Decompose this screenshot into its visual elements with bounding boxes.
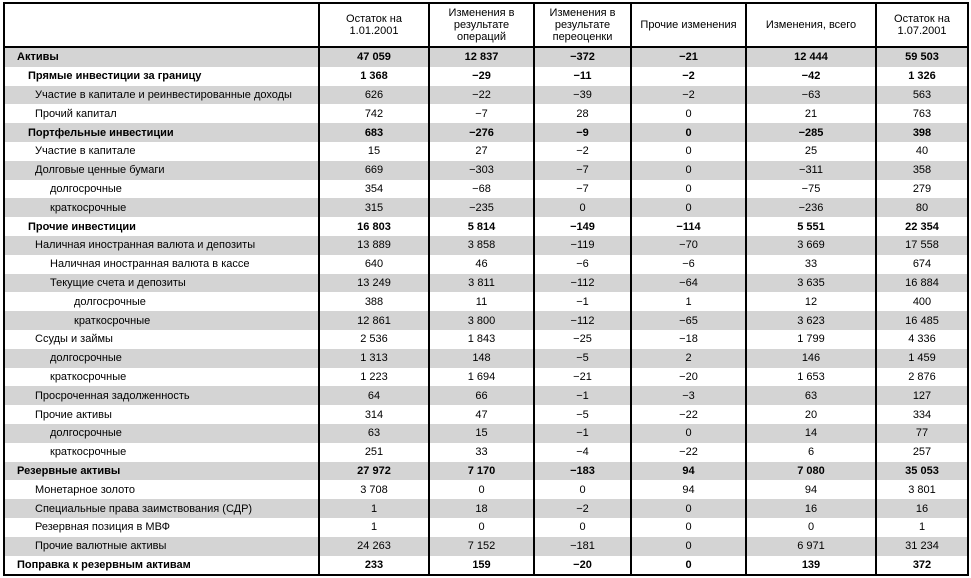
cell-value: −7 (429, 104, 534, 123)
cell-value: 0 (429, 518, 534, 537)
cell-value: 24 263 (319, 537, 429, 556)
cell-value: −235 (429, 198, 534, 217)
cell-value: 398 (876, 123, 968, 142)
cell-value: 640 (319, 255, 429, 274)
cell-value: 148 (429, 349, 534, 368)
corner-header-cell (4, 3, 319, 47)
cell-value: −5 (534, 405, 631, 424)
cell-value: 358 (876, 161, 968, 180)
row-label: Прочие активы (35, 408, 112, 421)
cell-value: 12 837 (429, 47, 534, 67)
cell-value: 3 811 (429, 274, 534, 293)
cell-value: −2 (534, 142, 631, 161)
cell-value: −119 (534, 236, 631, 255)
row-label: Портфельные инвестиции (4, 123, 319, 142)
cell-value: 3 708 (319, 480, 429, 499)
table-row (4, 499, 968, 518)
row-label: Участие в капитале и реинвестированные доходы (4, 86, 319, 105)
row-label: Просроченная задолженность (4, 386, 319, 405)
cell-value: −372 (534, 47, 631, 67)
cell-value: 1 326 (876, 67, 968, 86)
row-label: Участие в капитале (35, 145, 136, 158)
table-row (4, 462, 968, 481)
row-label: Прочие валютные активы (4, 537, 319, 556)
table-row (4, 537, 968, 556)
cell-value: 251 (319, 443, 429, 462)
cell-value: 16 803 (319, 217, 429, 236)
column-header: Остаток на 1.01.2001 (319, 3, 429, 47)
cell-value: 63 (746, 386, 876, 405)
cell-value: 0 (429, 480, 534, 499)
cell-value: −1 (534, 386, 631, 405)
table-row (4, 330, 968, 349)
cell-value: 12 444 (746, 47, 876, 67)
cell-value: 22 354 (876, 217, 968, 236)
cell-value: −18 (631, 330, 746, 349)
row-label: долгосрочные (4, 424, 319, 443)
cell-value: −2 (631, 67, 746, 86)
row-label: Специальные права заимствования (СДР) (4, 499, 319, 518)
row-label: Прочие инвестиции (28, 220, 136, 233)
table-row (4, 198, 968, 217)
cell-value: 3 669 (746, 236, 876, 255)
cell-value: 5 551 (746, 217, 876, 236)
row-label: Резервные активы (4, 462, 319, 481)
table-row (4, 123, 968, 142)
cell-value: 0 (631, 142, 746, 161)
cell-value: −3 (631, 386, 746, 405)
cell-value: 0 (631, 104, 746, 123)
cell-value: 15 (319, 142, 429, 161)
cell-value: 0 (746, 518, 876, 537)
cell-value: −65 (631, 311, 746, 330)
cell-value: 63 (319, 424, 429, 443)
cell-value: 16 884 (876, 274, 968, 293)
cell-value: −1 (534, 292, 631, 311)
cell-value: 80 (876, 198, 968, 217)
cell-value: 0 (631, 556, 746, 576)
cell-value: 15 (429, 424, 534, 443)
cell-value: 28 (534, 104, 631, 123)
row-label: Монетарное золото (35, 483, 135, 496)
cell-value: 257 (876, 443, 968, 462)
table-row (4, 180, 968, 199)
cell-value: −42 (746, 67, 876, 86)
cell-value: 1 694 (429, 368, 534, 387)
table-row (4, 405, 968, 424)
cell-value: −75 (746, 180, 876, 199)
row-label: Долговые ценные бумаги (4, 161, 319, 180)
table-row (4, 443, 968, 462)
cell-value: −7 (534, 180, 631, 199)
cell-value: −2 (631, 86, 746, 105)
table-row (4, 236, 968, 255)
cell-value: 354 (319, 180, 429, 199)
cell-value: 13 249 (319, 274, 429, 293)
cell-value: −5 (534, 349, 631, 368)
cell-value: −285 (746, 123, 876, 142)
cell-value: 16 (876, 499, 968, 518)
cell-value: 0 (631, 424, 746, 443)
cell-value: −39 (534, 86, 631, 105)
column-header: Прочие изменения (631, 3, 746, 47)
cell-value: 669 (319, 161, 429, 180)
cell-value: 7 080 (746, 462, 876, 481)
cell-value: −6 (631, 255, 746, 274)
cell-value: 1 (876, 518, 968, 537)
row-label: Ссуды и займы (35, 333, 113, 346)
cell-value: 77 (876, 424, 968, 443)
cell-value: 1 (631, 292, 746, 311)
row-label: краткосрочные (50, 370, 127, 383)
cell-value: −29 (429, 67, 534, 86)
cell-value: 12 861 (319, 311, 429, 330)
table-row (4, 104, 968, 123)
table-row (4, 274, 968, 293)
cell-value: 35 053 (876, 462, 968, 481)
cell-value: 0 (534, 198, 631, 217)
column-header: Изменения в результате переоценки (534, 3, 631, 47)
table-body (4, 47, 968, 575)
cell-value: −236 (746, 198, 876, 217)
cell-value: −181 (534, 537, 631, 556)
table-row (4, 368, 968, 387)
table-row (4, 518, 968, 537)
cell-value: 64 (319, 386, 429, 405)
cell-value: 47 059 (319, 47, 429, 67)
cell-value: −9 (534, 123, 631, 142)
cell-value: 1 (319, 499, 429, 518)
table-row (4, 217, 968, 236)
cell-value: 46 (429, 255, 534, 274)
table-row (4, 311, 968, 330)
cell-value: −22 (631, 443, 746, 462)
header-row (4, 3, 968, 47)
cell-value: 626 (319, 86, 429, 105)
cell-value: −1 (534, 424, 631, 443)
cell-value: 66 (429, 386, 534, 405)
cell-value: 3 801 (876, 480, 968, 499)
cell-value: 4 336 (876, 330, 968, 349)
table-row (4, 47, 968, 67)
cell-value: 20 (746, 405, 876, 424)
table-row (4, 142, 968, 161)
cell-value: 47 (429, 405, 534, 424)
cell-value: −276 (429, 123, 534, 142)
column-header: Изменения в результате операций (429, 3, 534, 47)
cell-value: 159 (429, 556, 534, 576)
column-header: Изменения, всего (746, 3, 876, 47)
cell-value: 94 (631, 480, 746, 499)
cell-value: 7 170 (429, 462, 534, 481)
cell-value: −64 (631, 274, 746, 293)
cell-value: 1 843 (429, 330, 534, 349)
row-label: краткосрочные (4, 311, 319, 330)
cell-value: 0 (631, 518, 746, 537)
cell-value: −112 (534, 311, 631, 330)
cell-value: 763 (876, 104, 968, 123)
cell-value: −303 (429, 161, 534, 180)
cell-value: 31 234 (876, 537, 968, 556)
cell-value: −21 (631, 47, 746, 67)
cell-value: 683 (319, 123, 429, 142)
cell-value: −6 (534, 255, 631, 274)
cell-value: −22 (429, 86, 534, 105)
cell-value: 16 485 (876, 311, 968, 330)
table-row (4, 86, 968, 105)
cell-value: 13 889 (319, 236, 429, 255)
table-row (4, 161, 968, 180)
cell-value: 33 (746, 255, 876, 274)
cell-value: 27 972 (319, 462, 429, 481)
cell-value: 3 800 (429, 311, 534, 330)
cell-value: −22 (631, 405, 746, 424)
table-row (4, 255, 968, 274)
cell-value: 372 (876, 556, 968, 576)
cell-value: −63 (746, 86, 876, 105)
cell-value: −311 (746, 161, 876, 180)
cell-value: 3 623 (746, 311, 876, 330)
cell-value: 18 (429, 499, 534, 518)
cell-value: 279 (876, 180, 968, 199)
cell-value: 3 635 (746, 274, 876, 293)
table-row (4, 349, 968, 368)
row-label: Наличная иностранная валюта и депозиты (4, 236, 319, 255)
cell-value: 314 (319, 405, 429, 424)
cell-value: 6 (746, 443, 876, 462)
cell-value: 3 858 (429, 236, 534, 255)
cell-value: 146 (746, 349, 876, 368)
cell-value: 334 (876, 405, 968, 424)
cell-value: −20 (631, 368, 746, 387)
row-label: краткосрочные (50, 446, 127, 459)
table-row (4, 67, 968, 86)
cell-value: 2 (631, 349, 746, 368)
row-label: Текущие счета и депозиты (4, 274, 319, 293)
cell-value: 94 (631, 462, 746, 481)
cell-value: 1 223 (319, 368, 429, 387)
cell-value: 0 (631, 499, 746, 518)
table-row (4, 386, 968, 405)
cell-value: −112 (534, 274, 631, 293)
cell-value: 33 (429, 443, 534, 462)
cell-value: 1 653 (746, 368, 876, 387)
cell-value: 5 814 (429, 217, 534, 236)
cell-value: 1 799 (746, 330, 876, 349)
cell-value: −7 (534, 161, 631, 180)
cell-value: 40 (876, 142, 968, 161)
row-label: краткосрочные (4, 198, 319, 217)
table-row (4, 424, 968, 443)
cell-value: 0 (631, 123, 746, 142)
table-row (4, 556, 968, 576)
cell-value: 2 536 (319, 330, 429, 349)
cell-value: −2 (534, 499, 631, 518)
cell-value: 0 (631, 198, 746, 217)
cell-value: 1 (319, 518, 429, 537)
cell-value: 400 (876, 292, 968, 311)
cell-value: 12 (746, 292, 876, 311)
cell-value: 127 (876, 386, 968, 405)
row-label: Прочий капитал (35, 107, 117, 120)
cell-value: 0 (631, 161, 746, 180)
cell-value: 16 (746, 499, 876, 518)
cell-value: 388 (319, 292, 429, 311)
cell-value: 674 (876, 255, 968, 274)
row-label: долгосрочные (4, 349, 319, 368)
cell-value: 27 (429, 142, 534, 161)
cell-value: 563 (876, 86, 968, 105)
row-label: долгосрочные (74, 295, 146, 308)
cell-value: 11 (429, 292, 534, 311)
assets-table (3, 2, 969, 576)
cell-value: 1 313 (319, 349, 429, 368)
cell-value: 0 (534, 518, 631, 537)
cell-value: 315 (319, 198, 429, 217)
cell-value: −4 (534, 443, 631, 462)
cell-value: −114 (631, 217, 746, 236)
row-label: Активы (4, 47, 319, 67)
row-label: Резервная позиция в МВФ (35, 521, 170, 534)
column-header: Остаток на 1.07.2001 (876, 3, 968, 47)
row-label: Наличная иностранная валюта в кассе (50, 258, 250, 271)
cell-value: 233 (319, 556, 429, 576)
cell-value: −25 (534, 330, 631, 349)
cell-value: 7 152 (429, 537, 534, 556)
cell-value: 0 (631, 180, 746, 199)
table-row (4, 480, 968, 499)
cell-value: 2 876 (876, 368, 968, 387)
cell-value: 21 (746, 104, 876, 123)
cell-value: −149 (534, 217, 631, 236)
cell-value: 742 (319, 104, 429, 123)
cell-value: 1 368 (319, 67, 429, 86)
row-label: Прямые инвестиции за границу (28, 70, 202, 83)
cell-value: 0 (534, 480, 631, 499)
cell-value: 59 503 (876, 47, 968, 67)
cell-value: 139 (746, 556, 876, 576)
row-label: долгосрочные (50, 182, 122, 195)
cell-value: −183 (534, 462, 631, 481)
cell-value: 25 (746, 142, 876, 161)
cell-value: 6 971 (746, 537, 876, 556)
table-row (4, 292, 968, 311)
cell-value: −70 (631, 236, 746, 255)
cell-value: −68 (429, 180, 534, 199)
cell-value: 14 (746, 424, 876, 443)
cell-value: 94 (746, 480, 876, 499)
cell-value: −11 (534, 67, 631, 86)
cell-value: −20 (534, 556, 631, 576)
cell-value: 17 558 (876, 236, 968, 255)
row-label: Поправка к резервным активам (17, 558, 191, 571)
cell-value: −21 (534, 368, 631, 387)
cell-value: 0 (631, 537, 746, 556)
cell-value: 1 459 (876, 349, 968, 368)
